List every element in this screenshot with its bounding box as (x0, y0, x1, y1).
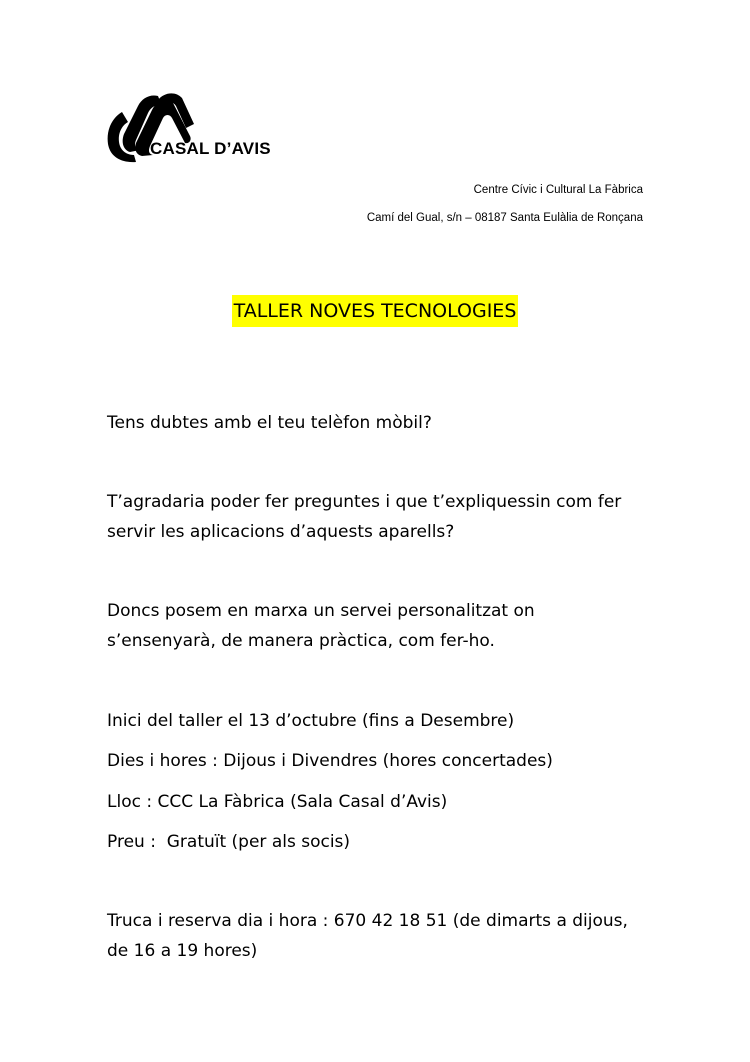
paragraph-question-phone: Tens dubtes amb el teu telèfon mòbil? (107, 413, 432, 433)
info-place: Lloc : CCC La Fàbrica (Sala Casal d’Avis) (107, 792, 448, 812)
paragraph-question-apps: T’agradaria poder fer preguntes i que t’expliquessin com fer servir les aplicacions d’aquests aparells? (107, 492, 622, 542)
paragraph-offer: Doncs posem en marxa un servei personalitzat on s’ensenyarà, de manera pràctica, com fer-ho. (107, 601, 535, 651)
page-title: TALLER NOVES TECNOLOGIES (232, 295, 519, 327)
info-start-date: Inici del taller el 13 d’octubre (fins a Desembre) (107, 711, 515, 731)
info-price: Preu : Gratuït (per als socis) (107, 832, 351, 852)
logo-text: CASAL D’AVIS (150, 139, 271, 158)
address-line-venue: Centre Cívic i Cultural La Fàbrica (473, 184, 643, 196)
info-schedule: Dies i hores : Dijous i Divendres (hores concertades) (107, 751, 553, 771)
title-container (0, 295, 750, 327)
info-booking: Truca i reserva dia i hora : 670 42 18 51 (de dimarts a dijous, de 16 a 19 hores) (107, 911, 628, 961)
address-line-street: Camí del Gual, s/n – 08187 Santa Eulàlia de Ronçana (366, 212, 643, 224)
casal-davis-logo (106, 92, 296, 164)
